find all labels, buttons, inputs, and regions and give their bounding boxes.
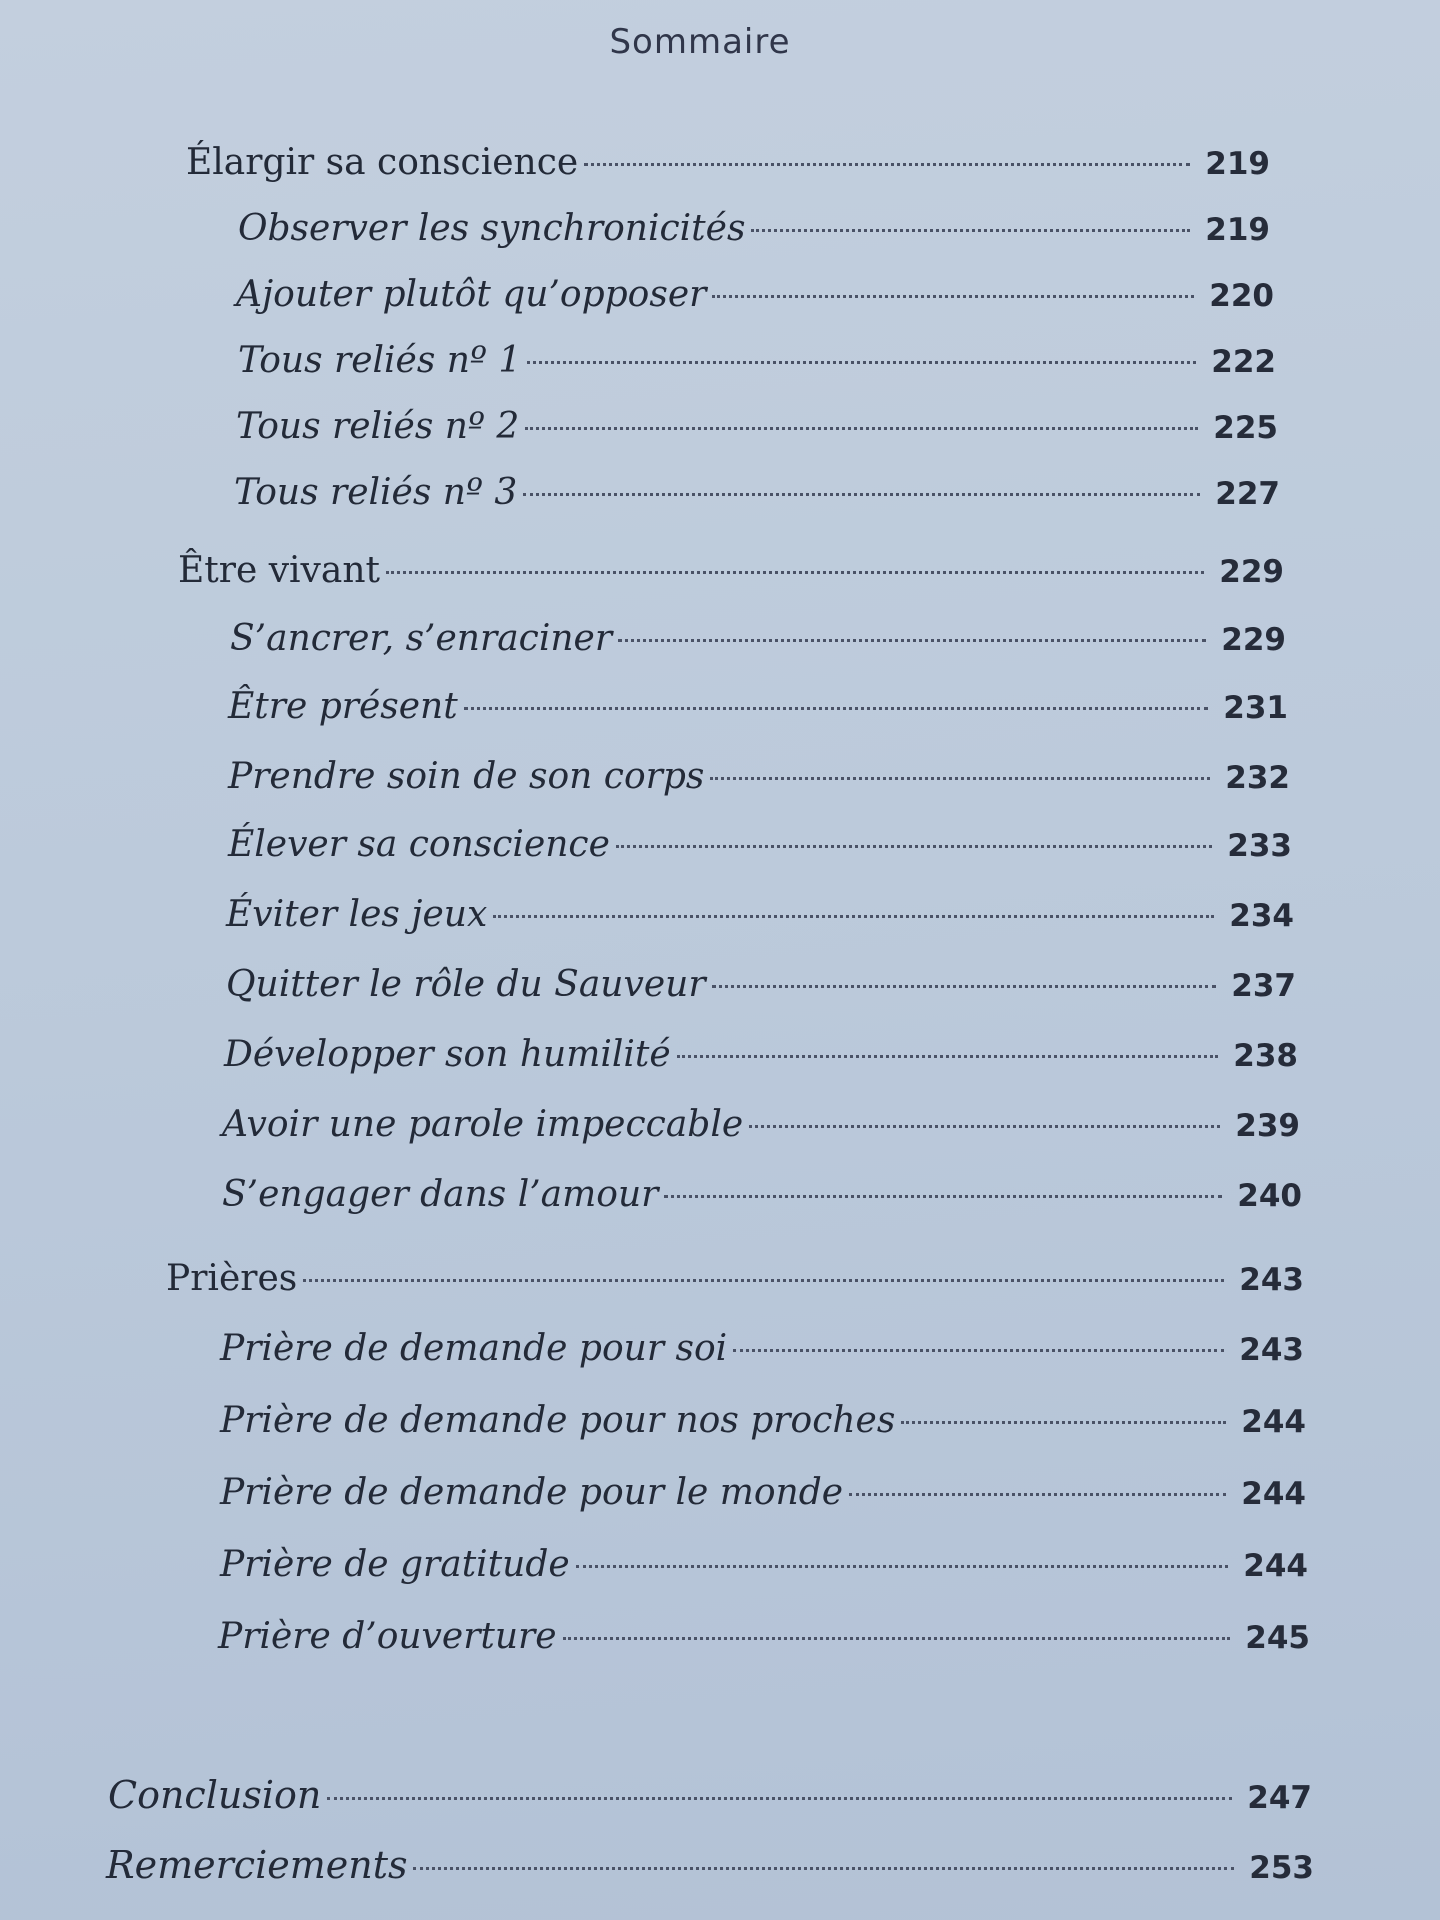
toc-entry-tous-relies-2 — [236, 402, 1278, 452]
toc-entry-title: Prière de demande pour soi — [220, 1328, 728, 1369]
toc-entry-title: Élever sa conscience — [228, 824, 610, 865]
toc-entry-priere-monde — [220, 1468, 1306, 1518]
toc-entry-title: S’engager dans l’amour — [222, 1174, 659, 1215]
toc-entry-page: 234 — [1229, 898, 1294, 934]
dot-leader — [901, 1421, 1226, 1424]
dot-leader — [576, 1565, 1228, 1568]
toc-entry-title: Prières — [166, 1258, 298, 1299]
toc-entry-etre-present — [228, 682, 1288, 732]
toc-entry-title: Prendre soin de son corps — [228, 756, 705, 797]
page-header: Sommaire — [609, 22, 791, 62]
toc-entry-page: 239 — [1235, 1108, 1300, 1144]
toc-entry-ajouter-plutot — [236, 270, 1274, 320]
toc-entry-page: 243 — [1239, 1262, 1304, 1298]
toc-entry-title: Prière de demande pour le monde — [220, 1472, 844, 1513]
toc-entry-title: Conclusion — [108, 1773, 322, 1817]
toc-entry-title: Prière de demande pour nos proches — [220, 1400, 896, 1441]
dot-leader — [563, 1637, 1230, 1640]
toc-entry-page: 222 — [1211, 344, 1276, 380]
toc-entry-page: 237 — [1231, 968, 1296, 1004]
dot-leader — [712, 295, 1194, 298]
dot-leader — [849, 1493, 1226, 1496]
dot-leader — [664, 1195, 1222, 1198]
toc-entry-remerciements — [106, 1840, 1314, 1890]
toc-entry-page: 219 — [1205, 146, 1270, 182]
dot-leader — [749, 1125, 1220, 1128]
dot-leader — [677, 1055, 1218, 1058]
toc-entry-title: Ajouter plutôt qu’opposer — [236, 274, 707, 315]
dot-leader — [386, 571, 1204, 574]
toc-entry-prendre-soin — [228, 752, 1290, 802]
toc-entry-priere-proches — [220, 1396, 1306, 1446]
dot-leader — [523, 493, 1200, 496]
toc-entry-elargir-sa-conscience — [186, 138, 1270, 188]
toc-entry-priere-soi — [220, 1324, 1304, 1374]
dot-leader — [527, 361, 1196, 364]
dot-leader — [712, 985, 1216, 988]
dot-leader — [751, 229, 1190, 232]
toc-entry-title: Éviter les jeux — [226, 894, 488, 935]
dot-leader — [584, 163, 1190, 166]
toc-entry-page: 229 — [1219, 554, 1284, 590]
toc-entry-page: 238 — [1233, 1038, 1298, 1074]
dot-leader — [525, 427, 1198, 430]
toc-entry-parole-impeccable — [222, 1100, 1300, 1150]
toc-entry-page: 247 — [1247, 1780, 1312, 1816]
toc-entry-page: 243 — [1239, 1332, 1304, 1368]
toc-entry-title: Être présent — [228, 686, 458, 727]
dot-leader — [733, 1349, 1224, 1352]
toc-entry-priere-ouverture — [218, 1612, 1310, 1662]
toc-entry-page: 244 — [1243, 1548, 1308, 1584]
toc-entry-title: Observer les synchronicités — [238, 208, 746, 249]
toc-entry-page: 227 — [1215, 476, 1280, 512]
toc-entry-title: Tous reliés nº 1 — [238, 340, 522, 381]
toc-entry-page: 232 — [1225, 760, 1290, 796]
toc-entry-title: Être vivant — [178, 550, 381, 591]
toc-entry-page: 245 — [1245, 1620, 1310, 1656]
toc-entry-prieres — [166, 1254, 1304, 1304]
toc-entry-developper-humilite — [224, 1030, 1298, 1080]
toc-entry-quitter-sauveur — [226, 960, 1296, 1010]
toc-entry-page: 240 — [1237, 1178, 1302, 1214]
toc-entry-eviter-jeux — [226, 890, 1294, 940]
dot-leader — [303, 1279, 1224, 1282]
dot-leader — [464, 707, 1208, 710]
toc-entry-page: 229 — [1221, 622, 1286, 658]
toc-entry-page: 231 — [1223, 690, 1288, 726]
toc-entry-page: 244 — [1241, 1404, 1306, 1440]
toc-entry-elever-conscience — [228, 820, 1292, 870]
dot-leader — [710, 777, 1210, 780]
toc-entry-title: Prière de gratitude — [220, 1544, 570, 1585]
toc-entry-title: Prière d’ouverture — [218, 1616, 557, 1657]
toc-entry-page: 244 — [1241, 1476, 1306, 1512]
toc-entry-title: Développer son humilité — [224, 1034, 671, 1075]
toc-entry-conclusion — [108, 1770, 1312, 1820]
toc-entry-title: S’ancrer, s’enraciner — [230, 618, 613, 659]
toc-entry-title: Quitter le rôle du Sauveur — [226, 964, 706, 1005]
toc-entry-page: 233 — [1227, 828, 1292, 864]
dot-leader — [616, 845, 1212, 848]
toc-entry-tous-relies-3 — [234, 468, 1280, 518]
toc-entry-title: Tous reliés nº 2 — [236, 406, 520, 447]
toc-entry-page: 220 — [1209, 278, 1274, 314]
toc-entry-title: Tous reliés nº 3 — [234, 472, 518, 513]
toc-entry-title: Élargir sa conscience — [186, 142, 579, 183]
dot-leader — [327, 1797, 1232, 1800]
dot-leader — [413, 1867, 1234, 1870]
toc-entry-sengager-amour — [222, 1170, 1302, 1220]
toc-entry-etre-vivant — [178, 546, 1284, 596]
toc-entry-page: 219 — [1205, 212, 1270, 248]
toc-entry-title: Avoir une parole impeccable — [222, 1104, 744, 1145]
toc-entry-priere-gratitude — [220, 1540, 1308, 1590]
toc-entry-observer-synchronicites — [238, 204, 1270, 254]
toc-entry-sancrer — [230, 614, 1286, 664]
dot-leader — [618, 639, 1206, 642]
toc-entry-title: Remerciements — [106, 1843, 408, 1887]
toc-entry-tous-relies-1 — [238, 336, 1276, 386]
dot-leader — [493, 915, 1214, 918]
toc-entry-page: 253 — [1249, 1850, 1314, 1886]
toc-entry-page: 225 — [1213, 410, 1278, 446]
